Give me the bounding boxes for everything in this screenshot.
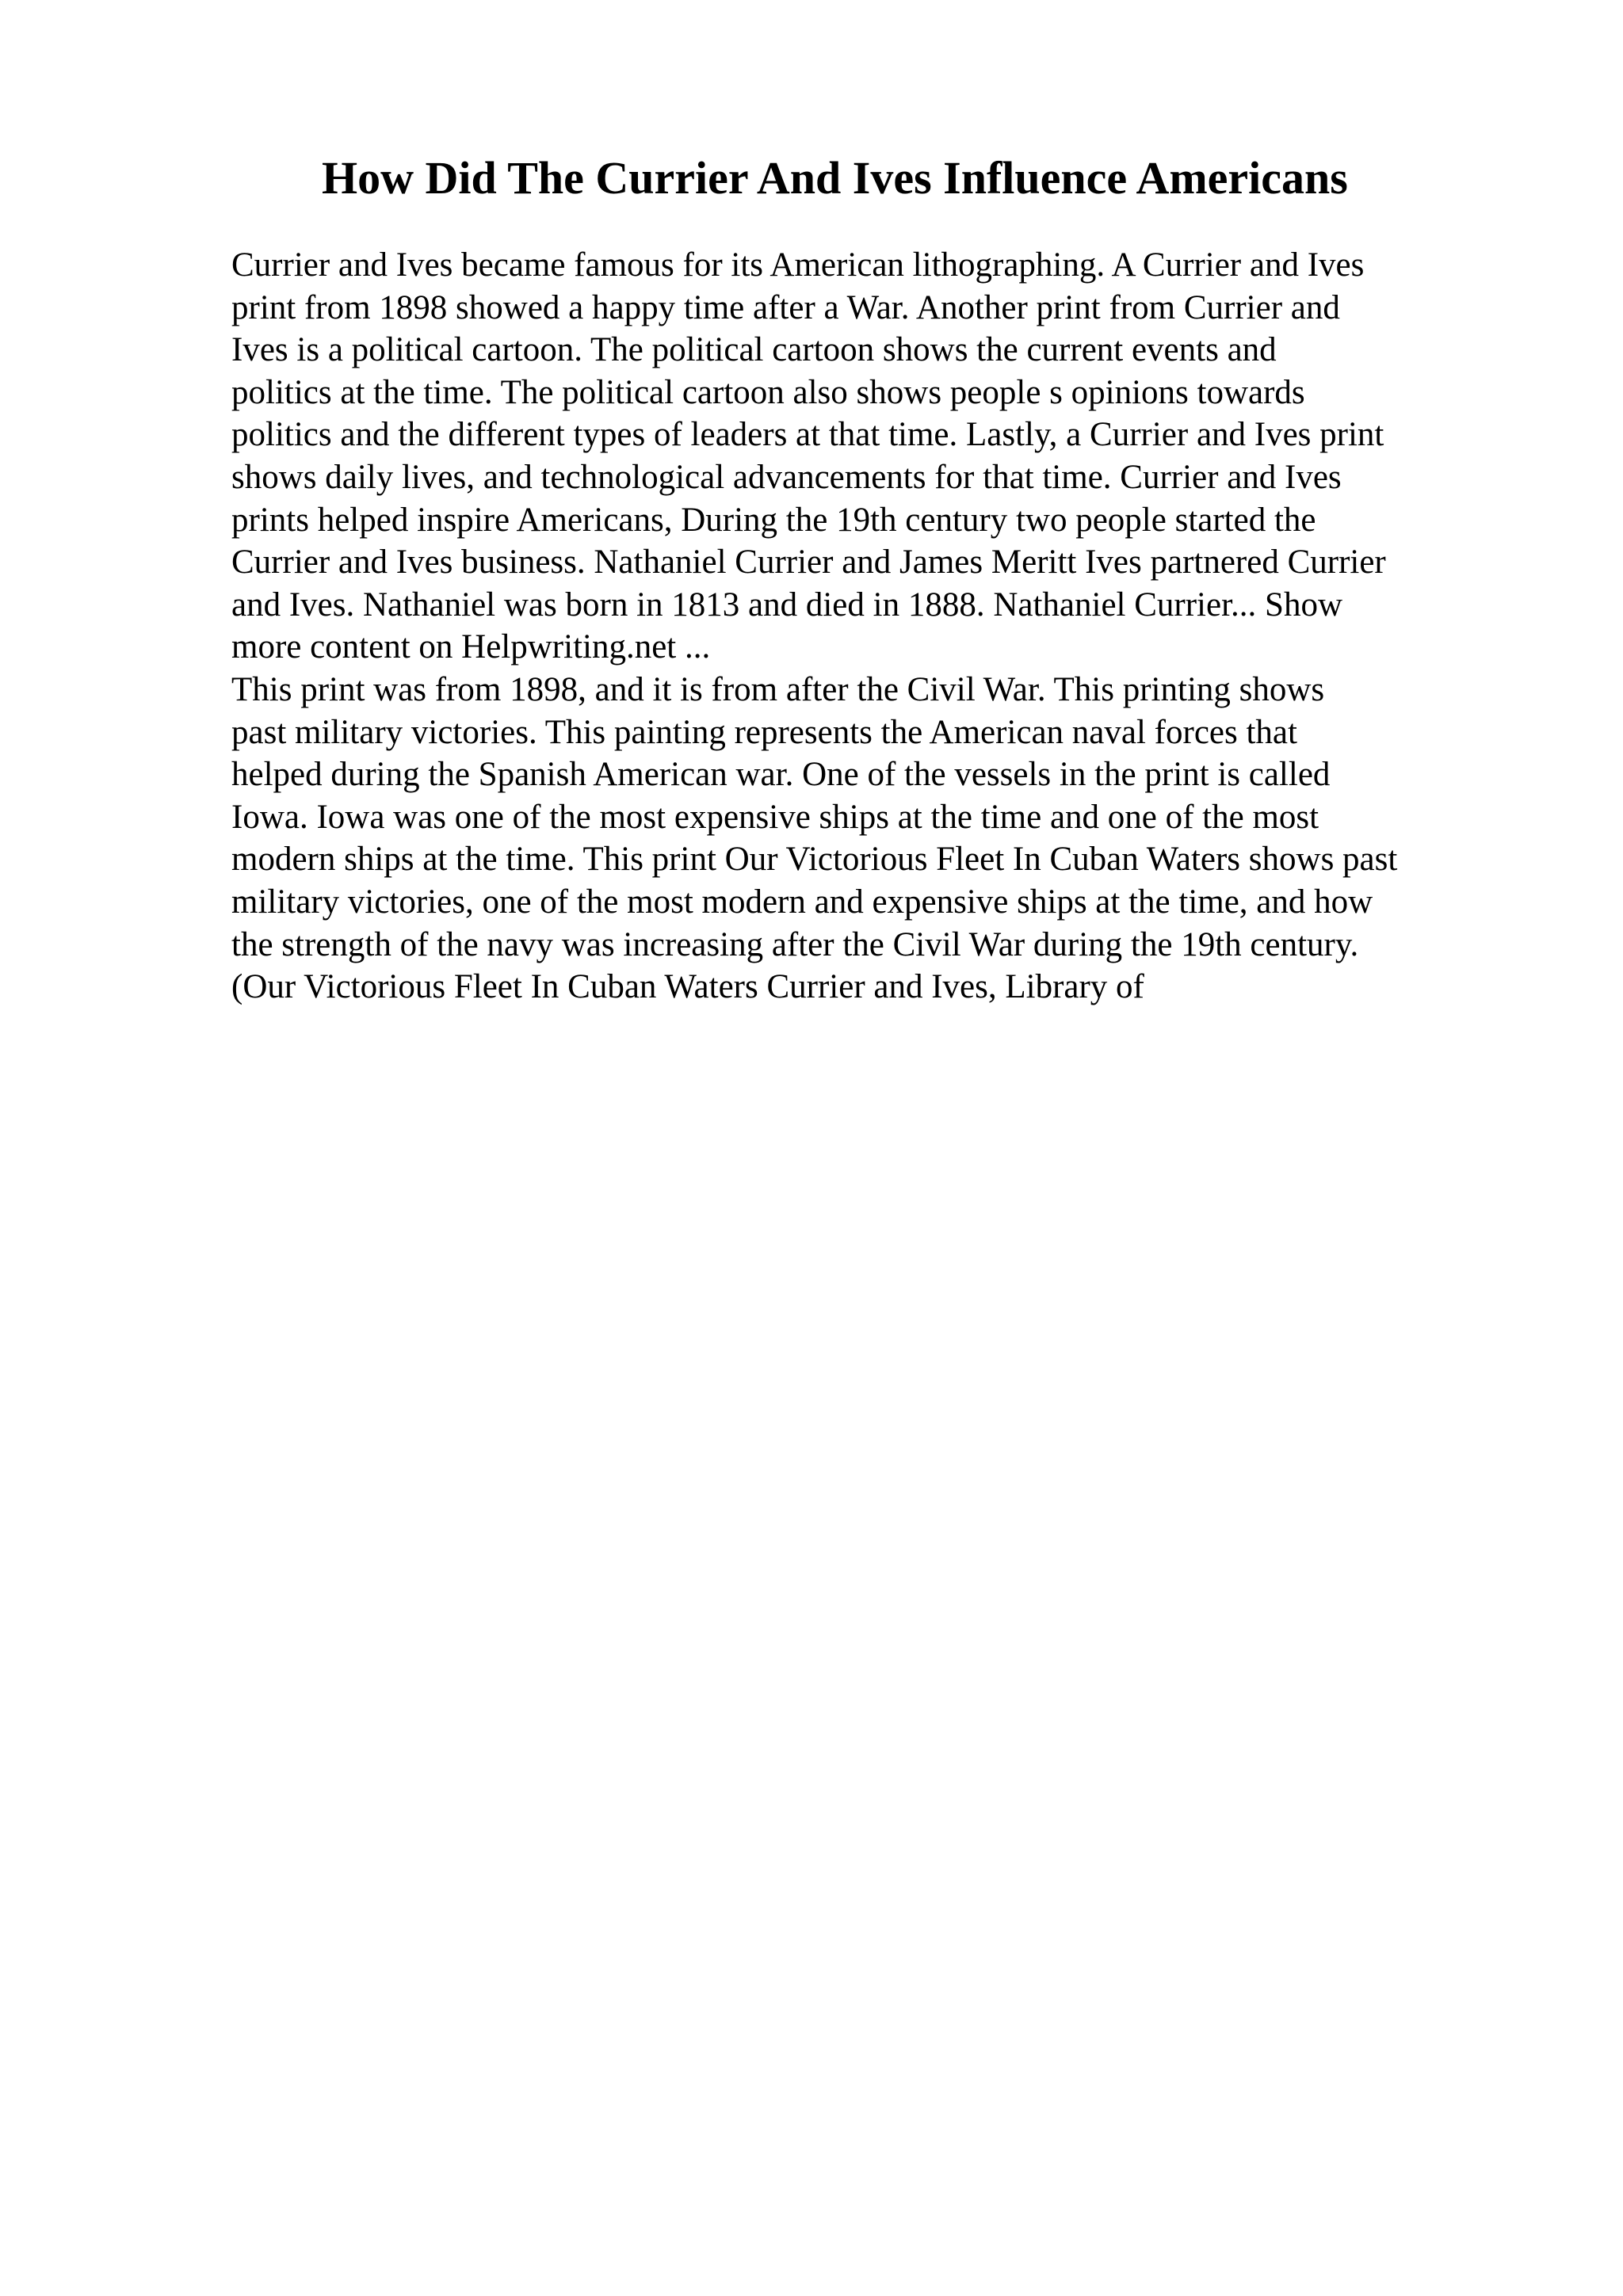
body-line: politics and the different types of leaders at that time. Lastly, a Currier and Ives print [231, 416, 1384, 454]
body-line: (Our Victorious Fleet In Cuban Waters Currier and Ives, Library of [231, 968, 1144, 1006]
body-line: modern ships at the time. This print Our Victorious Fleet In Cuban Waters shows past [231, 841, 1398, 879]
document-title: How Did The Currier And Ives Influence Americans [322, 152, 1348, 204]
body-line: prints helped inspire Americans, During the 19th century two people started the [231, 501, 1316, 539]
body-line: Iowa. Iowa was one of the most expensive ships at the time and one of the most [231, 798, 1319, 836]
document-body [231, 244, 1531, 1009]
body-line: Currier and Ives business. Nathaniel Currier and James Meritt Ives partnered Currier [231, 543, 1386, 582]
body-line: the strength of the navy was increasing after the Civil War during the 19th century. [231, 925, 1359, 963]
body-line: more content on Helpwriting.net ... [231, 628, 711, 666]
body-line: print from 1898 showed a happy time after a War. Another print from Currier and [231, 288, 1340, 326]
body-line: military victories, one of the most modern and expensive ships at the time, and how [231, 883, 1373, 921]
body-line: This print was from 1898, and it is from after the Civil War. This printing shows [231, 670, 1325, 708]
body-line: past military victories. This painting represents the American naval forces that [231, 713, 1297, 751]
body-line: politics at the time. The political cartoon also shows people s opinions towards [231, 373, 1305, 411]
body-line: Currier and Ives became famous for its American lithographing. A Currier and Ives [231, 246, 1365, 284]
body-line: Ives is a political cartoon. The political cartoon shows the current events and [231, 331, 1277, 369]
body-line: and Ives. Nathaniel was born in 1813 and died in 1888. Nathaniel Currier... Show [231, 585, 1342, 624]
body-line: shows daily lives, and technological advancements for that time. Currier and Ives [231, 458, 1342, 496]
body-line: helped during the Spanish American war. One of the vessels in the print is called [231, 756, 1331, 794]
